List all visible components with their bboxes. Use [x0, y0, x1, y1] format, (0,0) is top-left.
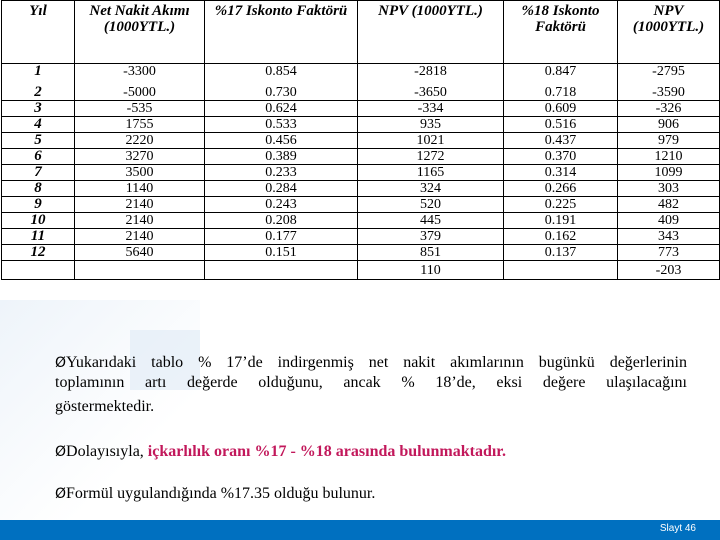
cell-npv-18: -2795 [618, 64, 720, 80]
cell-npv-17: 1021 [358, 133, 504, 149]
cell-npv-18: -326 [618, 101, 720, 117]
cell-discount-18: 0.437 [504, 133, 618, 149]
cell-year: 11 [2, 229, 75, 245]
cell-discount-17: 0.624 [205, 101, 358, 117]
cell-discount-18: 0.516 [504, 117, 618, 133]
cell-year: 5 [2, 133, 75, 149]
cell-discount-18: 0.225 [504, 197, 618, 213]
table-row [2, 181, 720, 197]
cell-npv-17: 935 [358, 117, 504, 133]
bullet-3-text: Formül uygulandığında %17.35 olduğu bulunur. [66, 485, 376, 502]
cell-npv-18: 409 [618, 213, 720, 229]
cell-year: 4 [2, 117, 75, 133]
cell-npv-17: 445 [358, 213, 504, 229]
total-discount-17 [205, 261, 358, 280]
totals-row [2, 261, 720, 280]
cell-discount-17: 0.389 [205, 149, 358, 165]
cell-npv-17: 1165 [358, 165, 504, 181]
cell-npv-17: -2818 [358, 64, 504, 80]
cell-year: 3 [2, 101, 75, 117]
cell-npv-17: 379 [358, 229, 504, 245]
header-npv-17: NPV (1000YTL.) [358, 1, 504, 64]
cell-net-cash-flow: 2140 [75, 229, 205, 245]
table-row [2, 64, 720, 80]
cell-net-cash-flow: -535 [75, 101, 205, 117]
bullet-3 [55, 484, 687, 504]
table-row [2, 229, 720, 245]
cell-discount-17: 0.177 [205, 229, 358, 245]
cell-discount-17: 0.533 [205, 117, 358, 133]
table-row [2, 213, 720, 229]
cell-net-cash-flow: 2140 [75, 197, 205, 213]
cell-npv-18: 979 [618, 133, 720, 149]
table-row [2, 197, 720, 213]
cell-discount-17: 0.456 [205, 133, 358, 149]
cell-npv-18: 1210 [618, 149, 720, 165]
table-header-row [2, 1, 720, 64]
cell-discount-17: 0.243 [205, 197, 358, 213]
header-discount-17: %17 Iskonto Faktörü [205, 1, 358, 64]
total-npv-18: -203 [618, 261, 720, 280]
cell-year: 1 [2, 64, 75, 80]
cell-discount-18: 0.162 [504, 229, 618, 245]
cell-year: 7 [2, 165, 75, 181]
table-row [2, 149, 720, 165]
cell-discount-18: 0.718 [504, 85, 618, 101]
header-year: Yıl [2, 1, 75, 64]
table-row [2, 165, 720, 181]
cell-discount-17: 0.854 [205, 64, 358, 80]
cell-discount-17: 0.730 [205, 85, 358, 101]
cell-discount-18: 0.609 [504, 101, 618, 117]
cell-net-cash-flow: 5640 [75, 245, 205, 261]
cell-discount-18: 0.847 [504, 64, 618, 80]
cell-net-cash-flow: -3300 [75, 64, 205, 80]
cell-discount-17: 0.233 [205, 165, 358, 181]
table-row [2, 133, 720, 149]
cell-year: 10 [2, 213, 75, 229]
arrow-bullet-icon: Ø [55, 486, 67, 502]
bullet-1-line-3: göstermektedir. [55, 398, 155, 415]
cell-npv-17: 851 [358, 245, 504, 261]
cell-npv-18: 773 [618, 245, 720, 261]
cell-discount-17: 0.208 [205, 213, 358, 229]
table-row [2, 101, 720, 117]
header-discount-18: %18 Iskonto Faktörü [504, 1, 618, 64]
cell-net-cash-flow: 2140 [75, 213, 205, 229]
table-row [2, 117, 720, 133]
header-net-cash-flow: Net Nakit Akımı (1000YTL.) [75, 1, 205, 64]
bullet-1-line-1 [55, 353, 687, 373]
table-row [2, 245, 720, 261]
cell-npv-17: -334 [358, 101, 504, 117]
cell-discount-17: 0.151 [205, 245, 358, 261]
cell-npv-17: 520 [358, 197, 504, 213]
cell-year: 8 [2, 181, 75, 197]
table-row [2, 85, 720, 101]
cell-npv-17: 324 [358, 181, 504, 197]
cell-net-cash-flow: -5000 [75, 85, 205, 101]
cell-net-cash-flow: 1755 [75, 117, 205, 133]
header-npv-18: NPV (1000YTL.) [618, 1, 720, 64]
cell-net-cash-flow: 1140 [75, 181, 205, 197]
arrow-bullet-icon: Ø [55, 355, 67, 371]
cell-net-cash-flow: 3500 [75, 165, 205, 181]
cell-discount-18: 0.370 [504, 149, 618, 165]
cell-npv-18: -3590 [618, 85, 720, 101]
cell-year: 2 [2, 85, 75, 101]
cell-npv-17: -3650 [358, 85, 504, 101]
cell-discount-18: 0.266 [504, 181, 618, 197]
bullet-2-prefix: Dolayısıyla, [66, 443, 144, 460]
total-year [2, 261, 75, 280]
cell-npv-18: 482 [618, 197, 720, 213]
cell-npv-18: 303 [618, 181, 720, 197]
arrow-bullet-icon: Ø [55, 444, 67, 460]
total-net-cash-flow [75, 261, 205, 280]
npv-table [1, 0, 720, 280]
footer-bar [0, 520, 720, 540]
cell-year: 9 [2, 197, 75, 213]
cell-year: 12 [2, 245, 75, 261]
cell-npv-18: 343 [618, 229, 720, 245]
cell-discount-18: 0.137 [504, 245, 618, 261]
cell-discount-17: 0.284 [205, 181, 358, 197]
bullet-2 [55, 442, 687, 462]
slide-number: Slayt 46 [659, 523, 696, 534]
cell-npv-17: 1272 [358, 149, 504, 165]
cell-year: 6 [2, 149, 75, 165]
bullet-1-text-1: Yukarıdaki tablo % 17’de indirgenmiş net nakit akımlarının bugünkü değerlerinin [66, 354, 687, 371]
cell-discount-18: 0.191 [504, 213, 618, 229]
cell-net-cash-flow: 3270 [75, 149, 205, 165]
cell-discount-18: 0.314 [504, 165, 618, 181]
total-npv-17: 110 [358, 261, 504, 280]
bullet-2-highlight: içkarlılık oranı %17 - %18 arasında bulunmaktadır. [147, 443, 506, 460]
cell-npv-18: 906 [618, 117, 720, 133]
total-discount-18 [504, 261, 618, 280]
bullet-1-line-2: toplamının artı değerde olduğunu, ancak % 18’de, eksi değere ulaşılacağını [55, 374, 687, 391]
cell-net-cash-flow: 2220 [75, 133, 205, 149]
cell-npv-18: 1099 [618, 165, 720, 181]
